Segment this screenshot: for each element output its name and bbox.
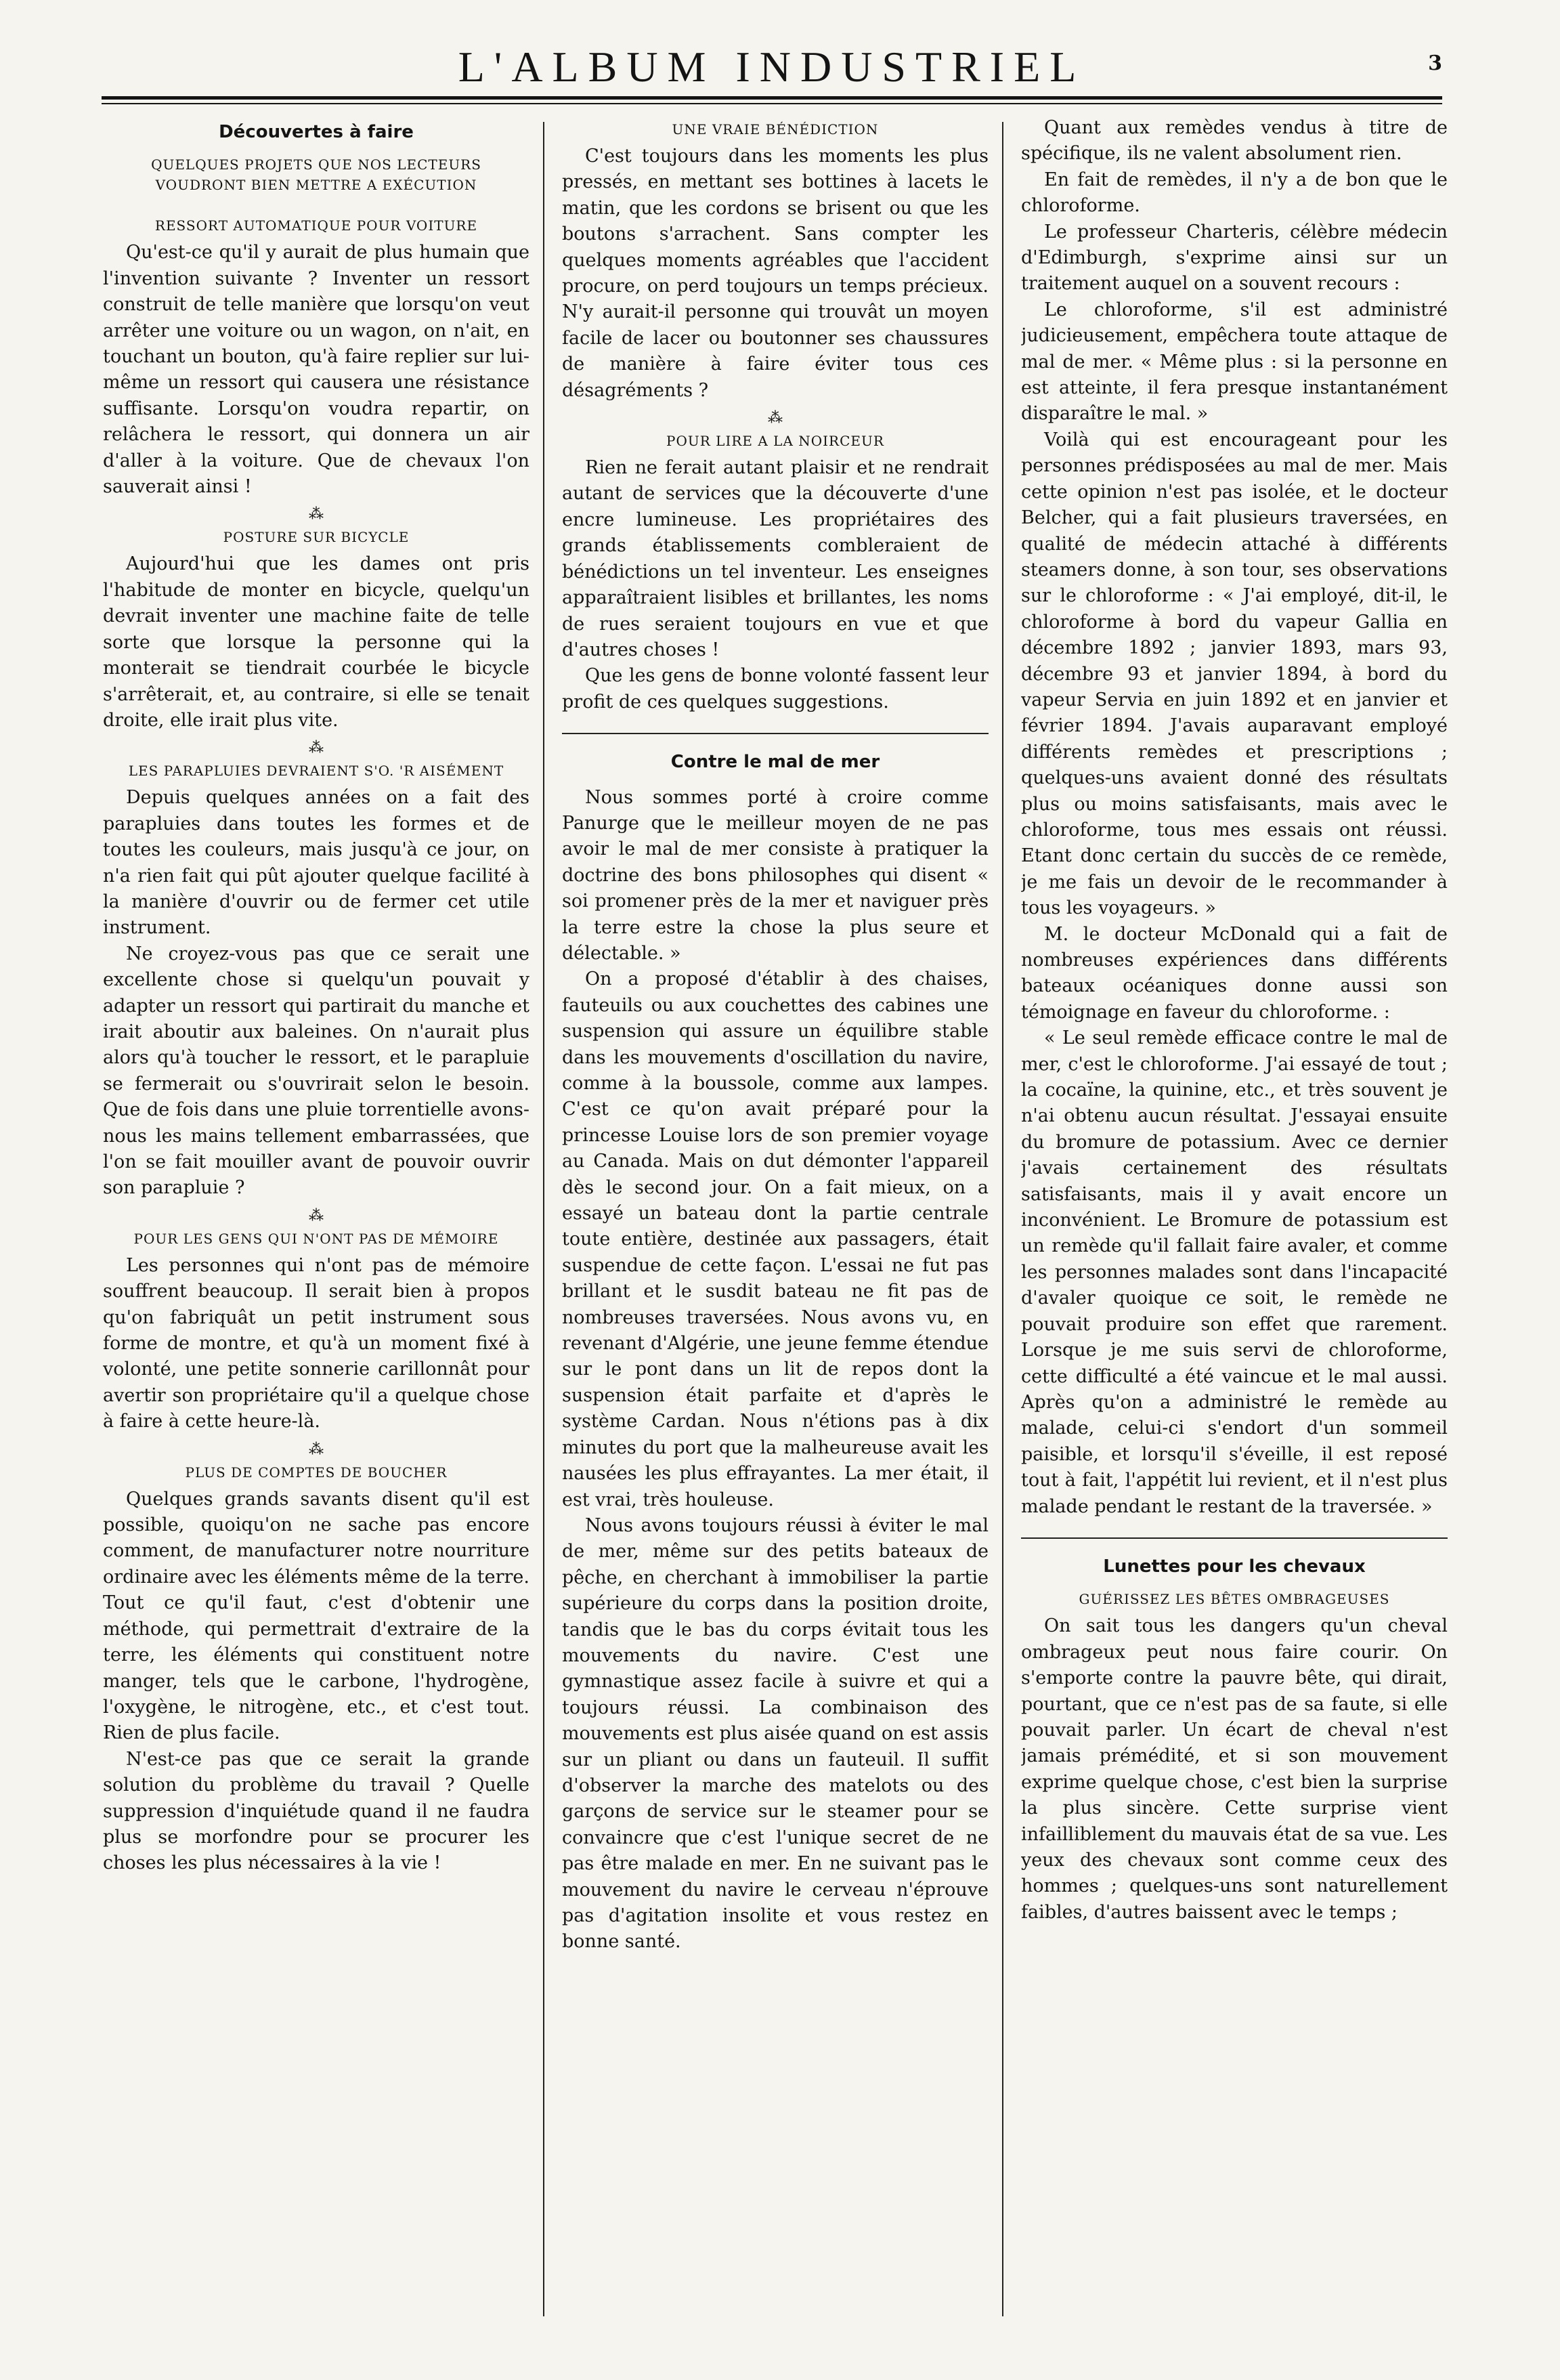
paragraph: Quelques grands savants disent qu'il est possible, quoiqu'on ne sache pas encore comment, de manufacturer notre nourriture ordinaire avec les éléments même de la terre. Tout ce qu'il faut, c'est d'obtenir une méthode, qui permettrait d'extraire de la terre, les éléments qui constituent notre manger, tels que le carbone, l'hydrogène, l'oxygène, le nitrogène, etc., et c'est tout. Rien de plus facile.: [103, 1488, 529, 1744]
header-rule: [102, 96, 1442, 100]
paragraph: Rien ne ferait autant plaisir et ne rendrait autant de services que la découverte d'une encre lumineuse. Les propriétaires des grands établissements combleraient de bénédictions un tel inventeur. Les enseignes apparaîtraient lisibles et brillantes, les noms de rues seraient toujours en vue et que d'autres choses !: [562, 457, 989, 660]
header-rule-thin: [102, 103, 1442, 104]
paragraph: Que les gens de bonne volonté fassent leur profit de ces quelques suggestions.: [562, 665, 989, 713]
column-2: [562, 115, 989, 2337]
page-number: 3: [1428, 51, 1442, 75]
asterism: ⁂: [309, 740, 324, 757]
column-divider: [543, 122, 544, 2316]
paragraph: Depuis quelques années on a fait des parapluies dans toutes les formes et de toutes les couleurs, mais jusqu'à ce jour, on n'a rien fait qui pût ajouter quelque facilité à la manière d'ouvrir ou de fermer cet utile instrument.: [103, 787, 529, 939]
article-subheading: QUELQUES PROJETS QUE NOS LECTEURS VOUDRONT BIEN METTRE A EXÉCUTION: [151, 156, 481, 194]
paragraph: En fait de remèdes, il n'y a de bon que le chloroforme.: [1021, 169, 1448, 217]
paragraph: « Le seul remède efficace contre le mal de mer, c'est le chloroforme. J'ai essayé de tout ; la cocaïne, la quinine, etc., et très souvent je n'ai obtenu aucun résultat. J'essayai ensuite du bromure de potassium. Avec ce dernier j'avais certainement des résultats satisfaisants, mais il y avait encore un inconvénient. Le Bromure de potassium est un remède qu'il fallait faire avaler, et comme les personnes malades sont dans l'incapacité d'avaler quoique ce soit, le remède ne pouvait produire son effet que rarement. Lorsque je me suis servi de chloroforme, cette difficulté a été vaincue et le mal aussi. Après qu'on a administré le remède au malade, celui-ci s'endort d'un sommeil paisible, et lorsqu'il s'éveille, il est reposé tout à fait, l'appétit lui revient, et il n'est plus malade pendant le restant de la traversée. »: [1021, 1027, 1448, 1517]
section-title: UNE VRAIE BÉNÉDICTION: [672, 121, 879, 137]
column-3: [1021, 115, 1448, 2337]
section-title: POSTURE SUR BICYCLE: [223, 529, 410, 546]
masthead: [102, 42, 1442, 103]
paragraph: Aujourd'hui que les dames ont pris l'habitude de monter en bicycle, quelqu'un devrait inventer une machine faite de telle sorte que lorsque la personne qui la monterait se tiendrait courbée le bicycle s'arrêterait, et, au contraire, si elle se tenait droite, elle irait plus vite.: [103, 553, 529, 731]
paragraph: N'est-ce pas que ce serait la grande solution du problème du travail ? Quelle suppression d'inquiétude quand il ne faudra plus se morfondre pour se procurer les choses les plus nécessaires à la vie !: [103, 1748, 529, 1874]
paragraph: Qu'est-ce qu'il y aurait de plus humain que l'invention suivante ? Inventer un ressort construit de telle manière que lorsqu'on veut arrêter une voiture ou un wagon, on n'ait, en touchant un bouton, qu'à faire replier sur lui-même un ressort qui causera une résistance suffisante. Lorsqu'on voudra repartir, on relâchera le ressort, qui donnera un air d'aller à la voiture. Que de chevaux l'on sauverait ainsi !: [103, 242, 529, 498]
article-heading: Contre le mal de mer: [670, 752, 880, 773]
article-heading: Lunettes pour les chevaux: [1103, 1556, 1366, 1577]
paragraph: Le chloroforme, s'il est administré judicieusement, empêchera toute attaque de mal de mer. « Même plus : si la personne en est atteinte, il fera presque instantanément disparaître le mal. »: [1021, 299, 1448, 425]
asterism: ⁂: [768, 410, 783, 427]
article-heading: Découvertes à faire: [219, 122, 414, 142]
paragraph: M. le docteur McDonald qui a fait de nombreuses expériences dans différents bateaux océaniques donne aussi son témoignage en faveur du chloroforme. :: [1021, 923, 1448, 1023]
paragraph: Les personnes qui n'ont pas de mémoire souffrent beaucoup. Il serait bien à propos qu'on fabriquât un petit instrument sous forme de montre, et qu'à un moment fixé à volonté, une petite sonnerie carillonnât pour avertir son propriétaire qu'il a quelque chose à faire à cette heure-là.: [103, 1254, 529, 1432]
section-title: POUR LIRE A LA NOIRCEUR: [666, 433, 884, 450]
section-title: RESSORT AUTOMATIQUE POUR VOITURE: [154, 217, 478, 234]
section-title: PLUS DE COMPTES DE BOUCHER: [185, 1464, 448, 1481]
column-1: [103, 115, 529, 2337]
column-divider: [1002, 122, 1003, 2316]
asterism: ⁂: [309, 506, 324, 524]
paragraph: On a proposé d'établir à des chaises, fauteuils ou aux couchettes des cabines une suspension qui assure un équilibre stable dans les mouvements d'oscillation du navire, comme à la boussole, comme aux lampes. C'est ce qu'on avait préparé pour la princesse Louise lors de son premier voyage au Canada. Mais on dut démonter l'appareil dès le second jour. On a fait mieux, on a essayé un bateau dont la partie centrale toute entière, destinée aux passagers, était suspendue de cette façon. L'essai ne fut pas brillant et le susdit bateau ne fit pas de nombreuses traversées. Nous avons vu, en revenant d'Algérie, une jeune femme étendue sur le pont dans un lit de repos dont la suspension était parfaite et d'après le système Cardan. Nous n'étions pas à dix minutes du port que la malheureuse avait les nausées les plus effrayantes. La mer était, il est vrai, très houleuse.: [562, 969, 989, 1510]
journal-title: L'ALBUM INDUSTRIEL: [458, 43, 1086, 91]
paragraph: Nous avons toujours réussi à éviter le mal de mer, même sur des petits bateaux de pêche, en cherchant à immobiliser la partie supérieure du corps dans la position droite, tandis que le bas du corps évitait tous les mouvements du navire. C'est une gymnastique assez facile à suivre et qui a toujours réussi. La combinaison des mouvements est plus aisée quand on est assis sur un pliant ou dans un fauteuil. Il suffit d'observer la marche des matelots ou des garçons de service sur le steamer pour se convaincre que c'est l'unique secret de ne pas être malade en mer. En ne suivant pas le mouvement du navire le cerveau n'éprouve pas d'agitation insolite et vous restez en bonne santé.: [562, 1514, 989, 1953]
paragraph: Nous sommes porté à croire comme Panurge que le meilleur moyen de ne pas avoir le mal de mer consiste à pratiquer la doctrine des bons philosophes qui disent « soi promener près de la mer et naviguer près la terre estre la chose la plus seure et délectable. »: [562, 786, 989, 964]
section-title: LES PARAPLUIES DEVRAIENT S'O. 'R AISÉMENT: [128, 763, 504, 780]
section-title: POUR LES GENS QUI N'ONT PAS DE MÉMOIRE: [133, 1230, 499, 1247]
paragraph: Quant aux remèdes vendus à titre de spécifique, ils ne valent absolument rien.: [1021, 117, 1448, 165]
paragraph: Ne croyez-vous pas que ce serait une excellente chose si quelqu'un pouvait y adapter un ressort qui partirait du manche et irait aboutir aux baleines. On n'aurait plus alors qu'à toucher le ressort, et le parapluie se fermerait ou s'ouvrirait selon le besoin. Que de fois dans une pluie torrentielle avons-nous les mains tellement embarrassées, que l'on se fait mouiller avant de pouvoir ouvrir son parapluie ?: [103, 943, 529, 1199]
asterism: ⁂: [309, 1207, 324, 1225]
article-subheading: GUÉRISSEZ LES BÊTES OMBRAGEUSES: [1079, 1591, 1390, 1608]
article-separator: [1021, 1537, 1448, 1539]
article-separator: [562, 733, 989, 734]
paragraph: Voilà qui est encourageant pour les personnes prédisposées au mal de mer. Mais cette opinion n'est pas isolée, et le docteur Belcher, qui a fait plusieurs traversées, en qualité de médecin attaché à différents steamers donne, à son tour, ses observations sur le chloroforme : « J'ai employé, dit-il, le chloroforme à bord du vapeur Gallia en décembre 1892 ; janvier 1893, mars 93, décembre 93 et janvier 1894, à bord du vapeur Servia en juin 1892 et en janvier et février 1894. J'avais auparavant employé différents remèdes et prescriptions ; quelques-uns avaient donné des résultats plus ou moins satisfaisants, mais avec le chloroforme, tous mes essais ont réussi. Etant donc certain du succès de ce remède, je me fais un devoir de le recommander à tous les voyageurs. »: [1021, 429, 1448, 919]
paragraph: C'est toujours dans les moments les plus pressés, en mettant ses bottines à lacets le matin, que les cordons se brisent ou que les boutons s'arrachent. Sans compter les quelques moments agréables que l'accident procure, on perd toujours un temps précieux. N'y aurait-il personne qui trouvât un moyen facile de lacer ou boutonner ses chaussures de manière à faire éviter tous ces désagréments ?: [562, 146, 989, 401]
paragraph: Le professeur Charteris, célèbre médecin d'Edimburgh, s'exprime ainsi sur un traitement auquel on a souvent recours :: [1021, 221, 1448, 295]
asterism: ⁂: [309, 1441, 324, 1458]
paragraph: On sait tous les dangers qu'un cheval ombrageux peut nous faire courir. On s'emporte contre la pauvre bête, qui dirait, pourtant, que ce n'est pas de sa faute, si elle pouvait parler. Un écart de cheval n'est jamais prémédité, et si son mouvement exprime quelque chose, c'est bien la surprise la plus sincère. Cette surprise vient infailliblement du mauvais état de sa vue. Les yeux des chevaux sont comme ceux des hommes ; quelques-uns sont naturellement faibles, d'autres baissent avec le temps ;: [1021, 1615, 1448, 1923]
